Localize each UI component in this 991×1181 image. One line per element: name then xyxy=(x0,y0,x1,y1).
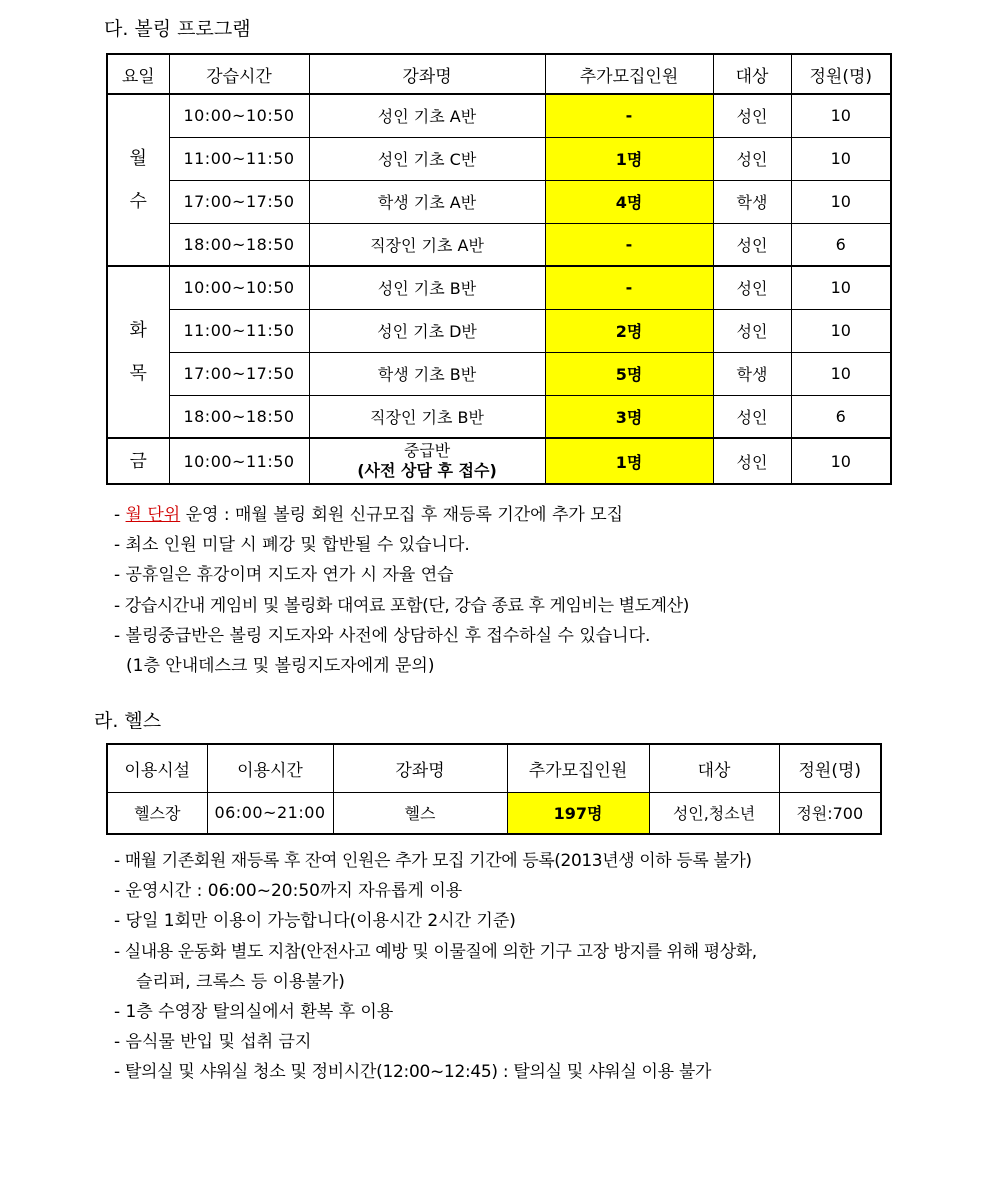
extra-cell: 1명 xyxy=(545,137,713,180)
capacity-cell: 10 xyxy=(791,94,891,137)
capacity-cell: 6 xyxy=(791,395,891,438)
table-row xyxy=(107,137,891,180)
header-capacity: 정원(명) xyxy=(791,54,891,94)
table-row xyxy=(107,395,891,438)
note-item: - 볼링중급반은 볼링 지도자와 사전에 상담하신 후 접수하실 수 있습니다. xyxy=(114,625,651,646)
target-cell: 성인 xyxy=(713,395,791,438)
target-cell: 성인 xyxy=(713,223,791,266)
health-table xyxy=(106,743,882,835)
course-note: (사전 상담 후 접수) xyxy=(357,461,497,480)
header-time: 강습시간 xyxy=(169,54,309,94)
day-cell-tue-thu xyxy=(107,266,169,438)
table-row xyxy=(107,266,891,309)
day-label: 월 xyxy=(129,148,147,169)
extra-cell: 4명 xyxy=(545,180,713,223)
note-item: - 당일 1회만 이용이 가능합니다(이용시간 2시간 기준) xyxy=(114,911,516,932)
course-cell: 직장인 기초 B반 xyxy=(309,395,545,438)
target-cell: 성인 xyxy=(713,137,791,180)
extra-cell: 1명 xyxy=(545,438,713,484)
table-row xyxy=(107,792,881,834)
bowling-notes xyxy=(114,500,689,681)
header-capacity: 정원(명) xyxy=(779,744,881,792)
extra-cell: 2명 xyxy=(545,309,713,352)
day-label: 수 xyxy=(129,191,147,212)
bowling-table xyxy=(106,53,892,485)
header-target: 대상 xyxy=(649,744,779,792)
capacity-cell: 6 xyxy=(791,223,891,266)
day-cell-mon-wed xyxy=(107,94,169,266)
time-cell: 17:00~17:50 xyxy=(169,352,309,395)
capacity-cell: 정원:700 xyxy=(779,792,881,834)
note-item: - 운영시간 : 06:00~20:50까지 자유롭게 이용 xyxy=(114,881,463,902)
capacity-cell: 10 xyxy=(791,309,891,352)
course-cell xyxy=(309,438,545,484)
target-cell: 성인 xyxy=(713,309,791,352)
extra-cell: 3명 xyxy=(545,395,713,438)
capacity-cell: 10 xyxy=(791,137,891,180)
table-row xyxy=(107,309,891,352)
note-highlight: 월 단위 xyxy=(125,505,181,525)
time-cell: 10:00~10:50 xyxy=(169,94,309,137)
header-time: 이용시간 xyxy=(207,744,333,792)
course-cell: 성인 기초 B반 xyxy=(309,266,545,309)
course-cell: 학생 기초 B반 xyxy=(309,352,545,395)
facility-cell: 헬스장 xyxy=(107,792,207,834)
day-label: 목 xyxy=(129,363,147,384)
capacity-cell: 10 xyxy=(791,438,891,484)
course-cell: 성인 기초 D반 xyxy=(309,309,545,352)
note-item: - 음식물 반입 및 섭취 금지 xyxy=(114,1032,312,1053)
note-item: - 강습시간내 게임비 및 볼링화 대여료 포함(단, 강습 종료 후 게임비는 별도계산) xyxy=(114,595,689,616)
header-day: 요일 xyxy=(107,54,169,94)
day-cell-fri: 금 xyxy=(107,438,169,484)
note-prefix: - xyxy=(114,505,126,525)
capacity-cell: 10 xyxy=(791,352,891,395)
note-item: (1층 안내데스크 및 볼링지도자에게 문의) xyxy=(126,656,435,677)
note-text: 운영 : 매월 볼링 회원 신규모집 후 재등록 기간에 추가 모집 xyxy=(180,505,624,525)
header-target: 대상 xyxy=(713,54,791,94)
note-item: - 1층 수영장 탈의실에서 환복 후 이용 xyxy=(114,1002,394,1023)
time-cell: 10:00~11:50 xyxy=(169,438,309,484)
table-row xyxy=(107,352,891,395)
target-cell: 성인 xyxy=(713,438,791,484)
time-cell: 17:00~17:50 xyxy=(169,180,309,223)
time-cell: 06:00~21:00 xyxy=(207,792,333,834)
extra-cell: - xyxy=(545,223,713,266)
target-cell: 성인,청소년 xyxy=(649,792,779,834)
course-cell: 학생 기초 A반 xyxy=(309,180,545,223)
note-item: - 실내용 운동화 별도 지참(안전사고 예방 및 이물질에 의한 기구 고장 방지를 위해 평상화, xyxy=(114,941,757,962)
header-extra: 추가모집인원 xyxy=(507,744,649,792)
target-cell: 성인 xyxy=(713,94,791,137)
capacity-cell: 10 xyxy=(791,266,891,309)
header-course: 강좌명 xyxy=(333,744,507,792)
time-cell: 11:00~11:50 xyxy=(169,309,309,352)
health-heading: 라. 헬스 xyxy=(94,710,162,732)
note-item: 슬리퍼, 크록스 등 이용불가) xyxy=(136,971,345,992)
extra-cell: - xyxy=(545,94,713,137)
course-cell: 성인 기초 A반 xyxy=(309,94,545,137)
bowling-heading: 다. 볼링 프로그램 xyxy=(104,18,251,40)
health-notes xyxy=(114,846,757,1088)
table-row xyxy=(107,94,891,137)
note-item xyxy=(114,500,689,530)
note-item: - 탈의실 및 샤워실 청소 및 정비시간(12:00~12:45) : 탈의실 및 샤워실 이용 불가 xyxy=(114,1062,712,1083)
header-extra: 추가모집인원 xyxy=(545,54,713,94)
target-cell: 성인 xyxy=(713,266,791,309)
target-cell: 학생 xyxy=(713,352,791,395)
table-row xyxy=(107,223,891,266)
extra-cell: 197명 xyxy=(507,792,649,834)
table-row xyxy=(107,180,891,223)
extra-cell: 5명 xyxy=(545,352,713,395)
course-name: 중급반 xyxy=(403,441,451,460)
time-cell: 18:00~18:50 xyxy=(169,395,309,438)
capacity-cell: 10 xyxy=(791,180,891,223)
course-cell: 성인 기초 C반 xyxy=(309,137,545,180)
time-cell: 10:00~10:50 xyxy=(169,266,309,309)
header-facility: 이용시설 xyxy=(107,744,207,792)
extra-cell: - xyxy=(545,266,713,309)
day-label: 화 xyxy=(129,320,147,341)
note-item: - 매월 기존회원 재등록 후 잔여 인원은 추가 모집 기간에 등록(2013년생 이하 등록 불가) xyxy=(114,851,752,871)
time-cell: 18:00~18:50 xyxy=(169,223,309,266)
time-cell: 11:00~11:50 xyxy=(169,137,309,180)
target-cell: 학생 xyxy=(713,180,791,223)
note-item: - 공휴일은 휴강이며 지도자 연가 시 자율 연습 xyxy=(114,565,454,586)
header-course: 강좌명 xyxy=(309,54,545,94)
course-cell: 헬스 xyxy=(333,792,507,834)
table-row xyxy=(107,438,891,484)
note-item: - 최소 인원 미달 시 폐강 및 합반될 수 있습니다. xyxy=(114,535,470,556)
course-cell: 직장인 기초 A반 xyxy=(309,223,545,266)
